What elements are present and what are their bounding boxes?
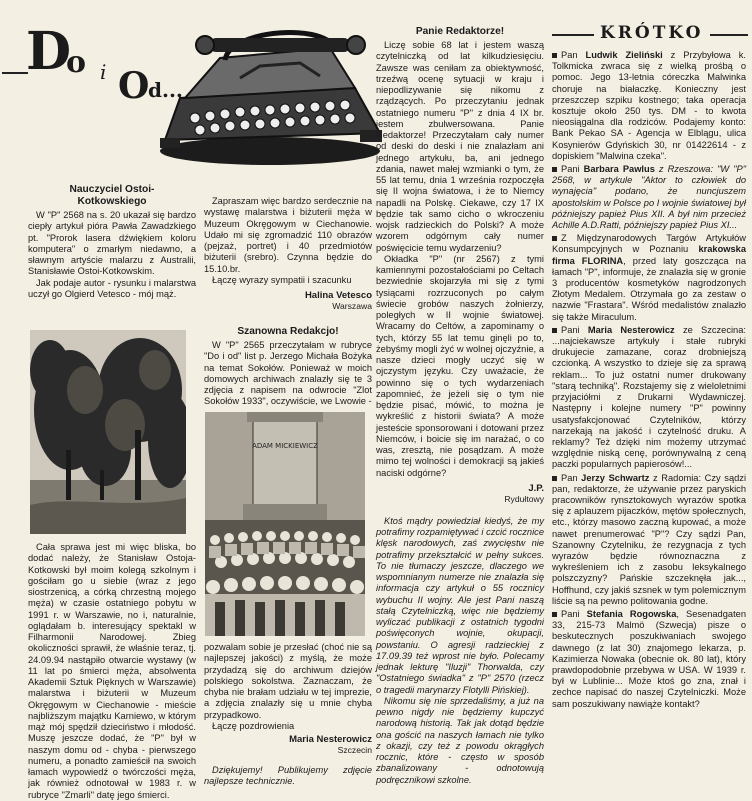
article-editor-reply2: Nikomu się nie sprzedaliśmy, a już na pewno nigdy nie będziemy kupczyć narodową historią. Tak jak dotąd będzie ona gościć na naszych łamach nie tylko z okazji, czy też z powodu okrągłych rocznic, które - często w sposób zbanalizowany - odnotowują podręcznikowi szkolne. xyxy=(376,695,544,785)
krotko-item: Z Międzynarodowych Targów Artykułów Konsumpcyjnych w Poznaniu krakowska firma FLORINA, przed laty goszcząca na łamach "P", informuje, że znalazła się w gronie 3 producentów kosmetyków nagrodzonych Złotym Medalem. Otrzymała go za zestaw o nazwie "Frastara". Wśród medalistów znalazło się także Miraculum. xyxy=(552,233,746,322)
masthead-conjunction: i xyxy=(100,60,107,84)
sokol-rally-photo xyxy=(205,412,365,636)
bullet-icon xyxy=(552,53,557,58)
krotko-item-name: krakowska firma FLORINA xyxy=(552,244,746,266)
article-teacher-continued xyxy=(204,196,372,313)
krotko-item: Pani Stefania Rogowska, Sesenadgaten 33, 215-73 Malmö (Szwecja) pisze o beskutecznych poszukiwaniach swojego dawnego (z lat 30) znajomego lekarza, p. Kazimierza Nowaka (obecnie ok. 80 lat), który prawdopodobnie przebywa w USA. W 1939 r. był w Lublinie... Może ktoś go zna, znał i zechce napisać do naszej Czytelniczki. Może sam poszukiwany nawiąże kontakt? xyxy=(552,608,746,709)
article-teacher-p1: W "P" 2568 na s. 20 ukazał się bardzo ciepły artykuł pióra Pawła Zawadzkiego pt. "Prorok lasera dźwiękiem koloru komputera" o zmarłym niedawno, a sławnym artyście malarzu z Australii, Stanisławie Ostoi-Kotkowskim. xyxy=(28,210,196,277)
krotko-item-name: Jerzy Schwartz xyxy=(581,472,650,483)
article-teacher-p2: Jak podaje autor - rysunku i malarstwa uczył go Olgierd Vetesco - mój mąż. xyxy=(28,277,196,299)
article-sokol-editor-note: Dziękujemy! Publikujemy zdjęcie najlepsze technicznie. xyxy=(204,765,372,787)
article-sokol-place: Szczecin xyxy=(337,745,372,755)
bullet-icon xyxy=(552,328,557,333)
article-editor-p1: Liczę sobie 68 lat i jestem waszą czytelniczką od lat kilkudziesięciu. Zawsze was ceniłam za obiektywność, trzeźwą ocenę sytuacji w kraju i niepodlizywanie się nikomu z rządzących. Po przeczytaniu jednak ostatniego numeru "P" z dnia 4 IX br. jestem zbulwersowana. Panie Redaktorze! Przeczytałam cały numer od deski do deski i nie znalazłam ani jednego artykułu, ba, ani jednego zdania, nawet małej wzmianki o tym, że 55 lat temu, dnia 1 września rozpoczęła się II wojna światowa, i że to Niemcy napadli na Polskę. Ciekawe, czy 17 IX będzie tak samo cicho o wkroczeniu wojsk radzieckich do Polski? A może wzorem odgórnym cały numer poświęcicie temu wydarzeniu? xyxy=(376,40,544,253)
article-sokol-heading: Szanowna Redakcjo! xyxy=(237,326,339,337)
masthead-big-o: O xyxy=(118,65,150,107)
article-teacher-p4: Zapraszam więc bardzo serdecznie na wystawę malarstwa i biżuterii męża w Muzeum Okręgowym w Ciechanowie. Udało mi się zgromadzić 110 obrazów (pejzaż, portret) i 40 przedmiotów biżuterii (srebro). Czynna będzie do 15.10.br. xyxy=(204,196,372,274)
masthead-rule xyxy=(2,72,28,74)
article-sokol-signature: Maria Nesterowicz xyxy=(289,734,372,745)
bullet-icon xyxy=(552,476,557,481)
article-editor-place: Rydułtowy xyxy=(504,493,544,504)
bullet-icon xyxy=(552,236,557,241)
krotko-item-name: Maria Nesterowicz xyxy=(587,324,675,335)
monument-inscription: ADAM MICKIEWICZ xyxy=(252,442,318,450)
article-teacher-place: Warszawa xyxy=(332,301,372,312)
masthead-small-o: o xyxy=(66,45,87,80)
bullet-icon xyxy=(552,612,557,617)
article-sokol-body xyxy=(204,642,372,788)
article-teacher-p3: Cała sprawa jest mi więc bliska, bo dodać należy, że Stanisław Ostoja-Kotkowski był moim kolegą szkolnym i gościłam go u siebie (wraz z jego siostrzenicą, a córką chrzestną mojego męża) w czasie ostatniego pobytu w 1991 r. w Warszawie, no i, naturalnie, oglądałam b. interesujący spektakl w Filharmonii Narodowej. Zbieg okoliczności sprawił, że właśnie teraz, tj. 24.09.94 nastąpiło otwarcie wystawy (w 11 lat po śmierci męża, absolwenta Akademii Sztuk Pięknych w Warszawie) malarstwa i biżuterii w Muzeum Okręgowym w Ciechanowie - mieście najbliższym majątku Karniewo, w którym mąż mój spędził dzieciństwo i młodość. Muszę jeszcze dodać, że "P" był w naszym domu od - chyba - pierwszego numeru, a ponadto zamieścił na swoich łamach wypowiedź o twórczości męża, jak również odnotował w 1983 r. w rubryce "Zmarli" datę jego śmierci. xyxy=(28,542,196,800)
krotko-item: Pan Jerzy Schwartz z Radomia: Czy sądzi pan, redaktorze, że używanie przez paryskich pracowników rynsztokowych wyrazów spotka się z aplauzem pijaczków, mętów społecznych, etc., którzy masowo zaczną kupować, a może nawet prenumerować "P"? Czy sądzi Pan, Szanowny Czytelniku, że rezygnacja z tych wyrazów będzie równoznaczna z wykreśleniem ich z zasobu leksykalnego polszczyzny? Pańskie szczeknęła jak..., Hoffhund, czy jakiś szsnek w tym polemicznym liście są na pewno politowania godne. xyxy=(552,472,747,606)
trees-painting-photo xyxy=(30,330,186,534)
article-editor-reply: Ktoś mądry powiedział kiedyś, że my potrafimy rozpamiętywać i czcić rocznice klęsk narodowych, zaś zwycięstw nie potrafimy przekształcić w pełny sukces. To nie tłumaczy jeszcze, dlaczego we wspomnianym numerze nie znalazła się informacja czy artykuł o 55 rocznicy wybuchu II wojny. Ale jest Pani naszą stałą Czytelniczką, więc nie będziemy wyliczać publikacji z ostatnich tygodni poświęconych wojnie, okupacji, powstaniu. O agresji radzieckiej z 17.09.39 też wprost nie było. Polecamy jednak lekturę "Iluzji" Thorwalda, czy "Ostatniego świadka" z "P" 2570 (rzecz o tragedii marynarzy Flotylli Pińskiej). xyxy=(376,515,544,695)
article-editor-p2: Okładka "P" (nr 2567) z tymi kamiennymi pozostałościami po Celtach bezwiednie skojarzyła mi się z tymi tysiącami rozrzuconych po całym świecie grobów naszych żołnierzy, poległych w II wojnie światowej. Wracamy do Celtów, a zapominamy o tych, którzy 55 lat temu ginęli po to, żebyśmy mogli żyć w wolnej ojczyźnie, a nasze dzieci mogły uczyć się w ojczystym języku. Czy uważacie, że powinno się o tych wydarzeniach zapomnieć, że jeżeli się o tym nie będzie pisać, mówić, to można je wykreślić z historii świata? A może jesteście sponsorowani i dotowani przez Niemców, i boicie się im narażać, o co was, zresztą, nie posądzam. A może mimo tej wolności i demokracji są jakieś naciski odgórne? xyxy=(376,253,544,478)
article-editor-letter xyxy=(376,26,544,786)
krotko-title: KRÓTKO xyxy=(594,23,710,43)
article-teacher xyxy=(28,184,196,300)
article-teacher-p5: Łączę wyrazy sympatii i szacunku xyxy=(212,274,352,285)
article-teacher-body xyxy=(28,542,196,801)
article-sokol xyxy=(204,326,372,408)
masthead-tail: d... xyxy=(148,78,183,102)
masthead-big-d: D xyxy=(26,21,72,82)
krotko-list xyxy=(552,50,746,712)
article-sokol-p3: Łączę pozdrowienia xyxy=(212,720,295,731)
krotko-item-name: Stefania Rogowska xyxy=(586,608,677,619)
article-editor-signature: J.P. xyxy=(528,482,544,494)
krotko-item: Pan Ludwik Zieliński z Przybyłowa k. Tolkmicka zwraca się z wielką prośbą o pomoc. Jego 13-letnia córeczka Malwinka choruje na białaczkę. Konieczny jest przeszczep szpiku kostnego; taka operacja kosztuje około 250 tys. DM - to kwota nieosiągalna dla rodziców. Podajemy konto: Bank Pekao SA - Agencja w Elblągu, ulica Kosynierów Gdyńskich 30, nr 01422614 - z dopiskiem "Malwina czeka". xyxy=(552,50,746,161)
krotko-item: Pani Maria Nesterowicz ze Szczecina: ...najciekawsze artykuły i stałe rubryki drukujecie zamazane, coraz drobniejszą czcionką. A wszystko to dzieje się za sprawą reklam... To już ostatni numer drukowany "starą techniką". Rozstajemy się z wieloletnimi przyjaciółmi z Drukarni Wydawniczej. Następny i kolejne numery "P" powinny usatysfakcjonować Czytelników, którzy narzekają na jakość i czytelność druku. A reklamy? Też dzięki nim możemy utrzymać względnie niską cenę, porównywalną z ceną paczki popularnych papierosów!... xyxy=(552,324,746,470)
article-teacher-signature: Halina Vetesco xyxy=(304,290,372,301)
article-sokol-p1: W "P" 2565 przeczytałam w rubryce "Do i od" list p. Jerzego Michała Bożyka na temat Sokołów. Ponieważ w moich domowych archiwach znalazły się te 3 zdjęcia z napisem na odwrocie "Zlot Sokołów 1933", oczywiście, we Lwowie - xyxy=(204,340,372,407)
article-teacher-heading: Nauczyciel Ostoi-Kotkowskiego xyxy=(69,184,155,207)
krotko-header xyxy=(552,22,748,46)
krotko-item: Pani Barbara Pawlus z Rzeszowa: "W "P" 2568, w artykule "Aktor to człowiek do wynajęcia" podano, że nuncjuszem apostolskim w Polsce po I wojnie światowej był późniejszy papież Pius XII. A był nim przecież Achille A.D.Ratti, późniejszy papież Pius XI... xyxy=(552,164,747,231)
article-sokol-p2: pozwalam sobie je przesłać (choć nie są najlepszej jakości) z myślą, że może przydadzą się do archiwum dziejów polskiego sokolstwa. Zaznaczam, że chyba nie brałam udziału w tej imprezie, a zdjęcia znalazły się u mnie chyba przypadkowo. xyxy=(204,642,372,720)
krotko-item-name: Barbara Pawlus xyxy=(583,164,655,175)
bullet-icon xyxy=(552,167,557,172)
article-editor-heading: Panie Redaktorze! xyxy=(415,26,505,37)
krotko-item-name: Ludwik Zieliński xyxy=(585,50,663,60)
typewriter-illustration xyxy=(150,18,400,173)
